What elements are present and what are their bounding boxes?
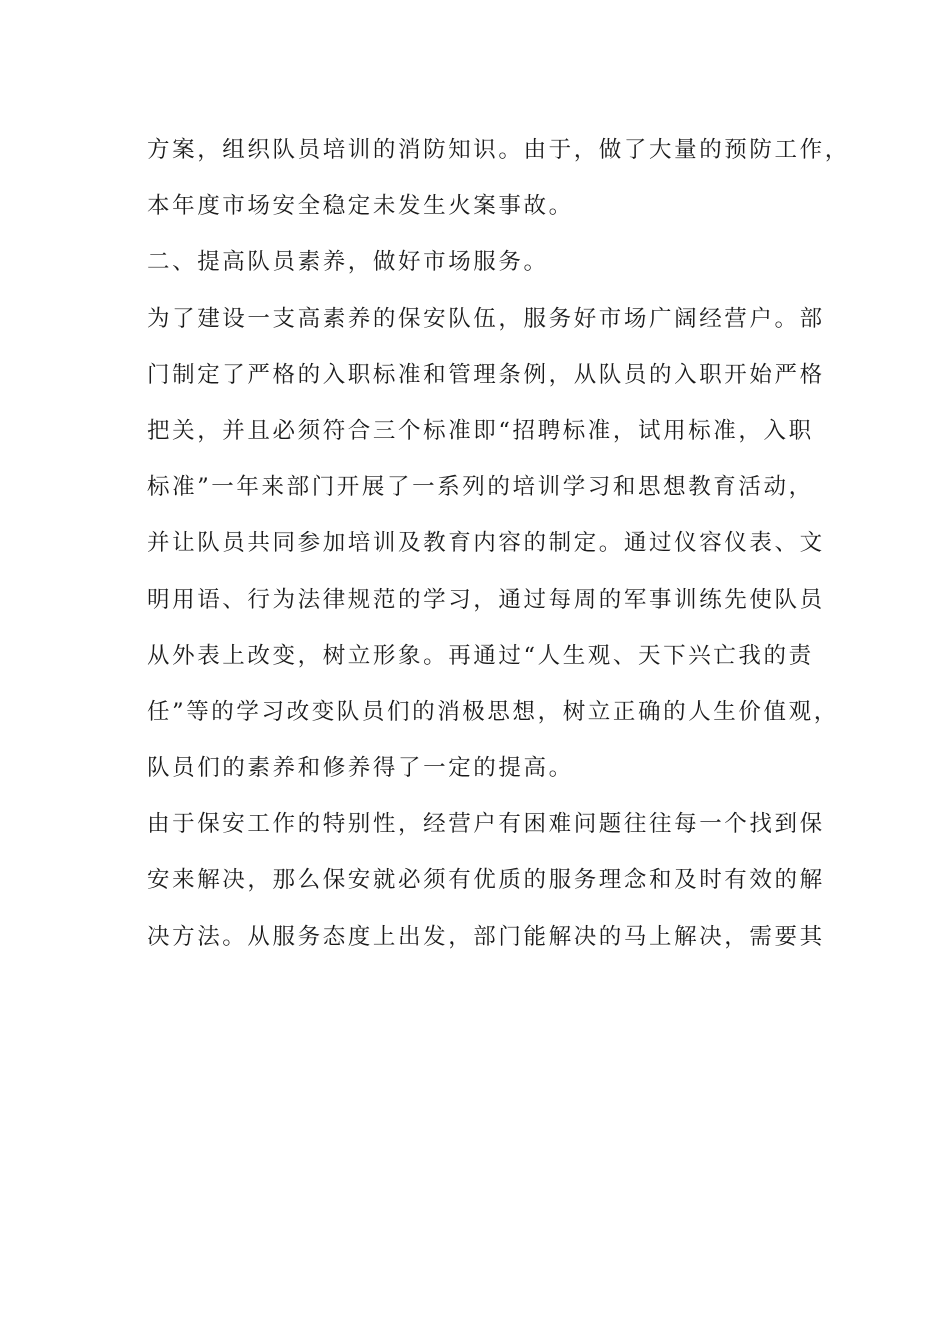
text-line: 把关，并且必须符合三个标准即“招聘标准，试用标准，入职 bbox=[147, 417, 814, 444]
text-line: 明用语、行为法律规范的学习，通过每周的军事训练先使队员 bbox=[147, 586, 825, 613]
text-line: 门制定了严格的入职标准和管理条例，从队员的入职开始严格 bbox=[147, 361, 825, 388]
text-line: 任”等的学习改变队员们的消极思想，树立正确的人生价值观， bbox=[147, 698, 839, 725]
text-line: 为了建设一支高素养的保安队伍，服务好市场广阔经营户。部 bbox=[147, 305, 825, 332]
text-line: 方案，组织队员培训的消防知识。由于，做了大量的预防工作， bbox=[147, 137, 850, 163]
text-line: 安来解决，那么保安就必须有优质的服务理念和及时有效的解 bbox=[147, 867, 825, 894]
text-line: 由于保安工作的特别性，经营户有困难问题往往每一个找到保 bbox=[147, 811, 825, 838]
section-heading: 二、提高队员素养，做好市场服务。 bbox=[147, 249, 549, 276]
text-line: 决方法。从服务态度上出发，部门能解决的马上解决，需要其 bbox=[147, 923, 825, 950]
text-line: 从外表上改变，树立形象。再通过“人生观、天下兴亡我的责 bbox=[147, 642, 814, 669]
text-line: 并让队员共同参加培训及教育内容的制定。通过仪容仪表、文 bbox=[147, 530, 825, 557]
body-text bbox=[147, 128, 850, 971]
text-line: 队员们的素养和修养得了一定的提高。 bbox=[147, 755, 574, 782]
text-line: 本年度市场安全稳定未发生火案事故。 bbox=[147, 193, 574, 220]
text-line: 标准”一年来部门开展了一系列的培训学习和思想教育活动， bbox=[147, 474, 814, 501]
